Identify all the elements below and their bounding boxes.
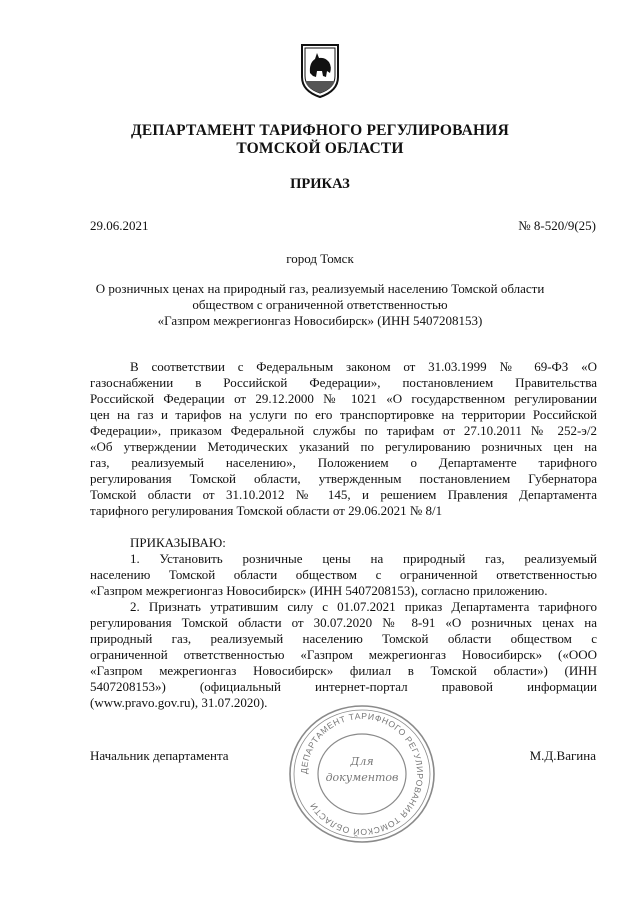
document-date: 29.06.2021 [90,218,149,233]
item2-line: (www.pravo.gov.ru), 31.07.2020). [90,695,268,710]
item2-line: «Газпром межрегионгаз Новосибирск» филиал в Томской области») (ИНН [90,663,597,678]
document-number: № 8-520/9(25) [518,218,596,233]
item1-line: 1. Установить розничные цены на природный газ, реализуемый [130,551,597,566]
department-name-line1: ДЕПАРТАМЕНТ ТАРИФНОГО РЕГУЛИРОВАНИЯ [131,122,509,139]
subject-line: «Газпром межрегионгаз Новосибирск» (ИНН 5407208153) [157,313,483,328]
item2-line: регулирования Томской области от 30.07.2020 № 8-91 «О розничных ценах на [90,615,597,630]
stamp-ring-text: ДЕПАРТАМЕНТ ТАРИФНОГО РЕГУЛИРОВАНИЯ ТОМСКОЙ ОБЛАСТИ [298,710,426,838]
signature-name: М.Д.Вагина [529,748,596,763]
preamble-line: тарифного регулирования Томской области от 29.06.2021 № 8/1 [90,503,443,518]
order-word: ПРИКАЗЫВАЮ: [130,535,226,550]
item2-line: 2. Признать утратившим силу с 01.07.2021 приказ Департамента тарифного [130,599,597,614]
item1-line: «Газпром межрегионгаз Новосибирск» (ИНН 5407208153), согласно приложению. [90,583,548,598]
signature-position: Начальник департамента [90,748,229,763]
item1-line: населению Томской области обществом с ограниченной ответственностью [90,567,597,582]
item2-line: природный газ, реализуемый населению Томской области обществом с [90,631,597,646]
preamble-line: газ, реализуемый населению», Положением о Департаменте тарифного [90,455,597,470]
subject-line: обществом с ограниченной ответственностью [192,297,448,312]
coat-of-arms-emblem [299,43,341,99]
city: город Томск [286,251,354,266]
preamble-line: регулирования Томской области, утвержденным постановлением Губернатора [90,471,597,486]
department-name-line2: ТОМСКОЙ ОБЛАСТИ [236,140,404,157]
item2-line: ограниченной ответственностью «Газпром межрегионгаз Новосибирск» («ООО [90,647,597,662]
document-type: ПРИКАЗ [290,176,350,192]
preamble-line: Российской Федерации от 29.12.2000 № 1021 «О государственном регулировании [90,391,597,406]
preamble-line: газоснабжении в Российской Федерации», постановлением Правительства [90,375,597,390]
stamp-center-line2: документов [325,771,399,784]
preamble-line: «Об утверждении Методических указаний по регулированию розничных цен на [90,439,597,454]
preamble-line: Томской области от 31.10.2012 № 145, и решением Правления Департамента [90,487,597,502]
preamble-line: Федерации», приказом Федеральной службы по тарифам от 27.10.2011 № 252-э/2 [90,423,597,438]
preamble-line: цен на газ и тарифов на услуги по его транспортировке на территории Российской [90,407,597,422]
item2-line: 5407208153») (официальный интернет-портал правовой информации [90,679,597,694]
stamp-center-line1: Для [350,755,374,768]
official-stamp [286,703,438,845]
subject-line: О розничных ценах на природный газ, реализуемый населению Томской области [95,281,545,296]
preamble-line: В соответствии с Федеральным законом от 31.03.1999 № 69-ФЗ «О [130,359,597,374]
